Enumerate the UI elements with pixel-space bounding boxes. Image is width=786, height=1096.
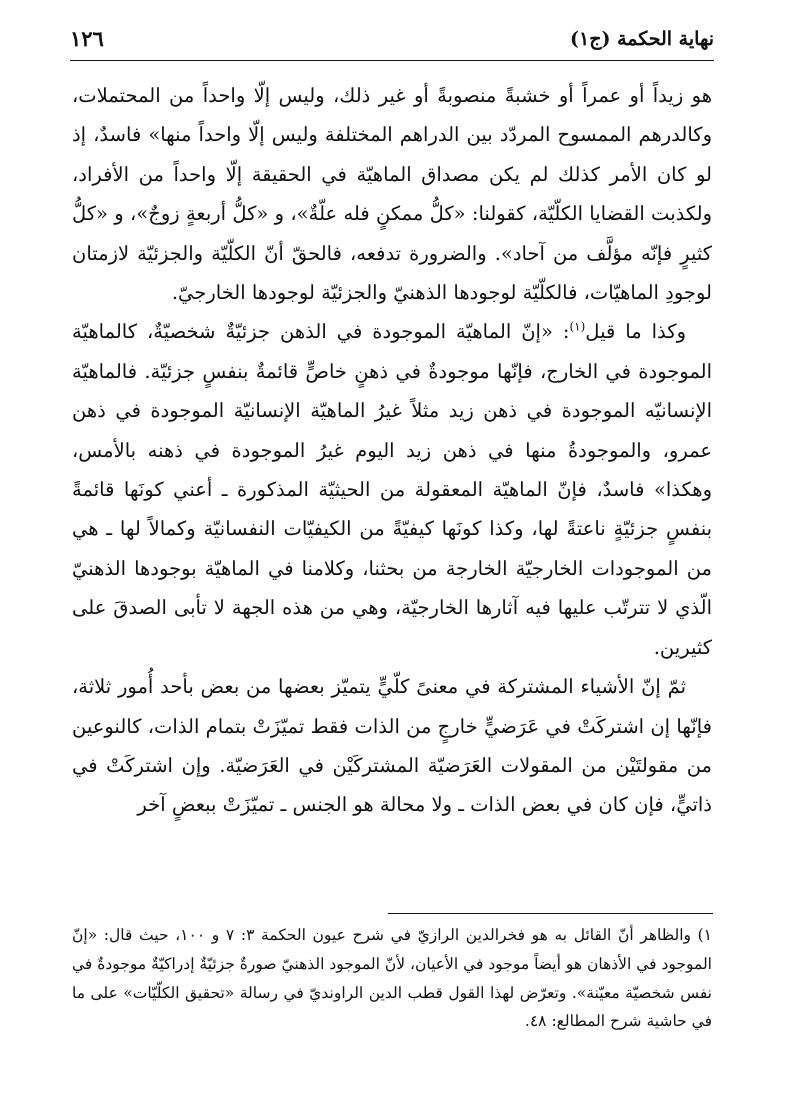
- paragraph-2-body: : «إنّ الماهيّة الموجودة في الذهن جزئيّةٌ شخصيّةٌ، كالماهيّة الموجودة في الخارج، فإنّها موجودةٌ في ذهنٍ خاصٍّ قائمةٌ بنفسٍ جزئيّة. فالماهيّة الإنسانيّه الموجودة في ذهن زيد مثلاً غيرُ الماهيّة الإنسانيّة الموجودة في ذهن عمرو، والموجودةُ منها في ذهن زيد اليوم غيرُ الموجودة في ذهنه بالأمس، وهكذا» فاسدٌ، فإنّ الماهيّة المعقولة من الحيثيّة المذكورة ـ أعني كونَها قائمةً بنفسٍ جزئيّةٍ ناعتةً لها، وكذا كونَها كيفيّةً من الكيفيّات النفسانيّة وكمالاً لها ـ هي من الموجودات الخارجيّة الخارجة من بحثنا، وكلامنا في الماهيّة بوجودها الذهنيّ الّذي لا تترتّب عليها فيه آثارها الخارجيّة، وهي من هذه الجهة لا تأبى الصدقَ على كثيرين.: [72, 320, 712, 659]
- paragraph-2: [72, 312, 712, 667]
- page-number: ١٢٦: [70, 26, 104, 51]
- page-header: [70, 24, 714, 61]
- footnote-divider: [388, 913, 713, 914]
- footnote-reference: (١): [569, 319, 586, 334]
- footnote: ١) والظاهر أنّ القائل به هو فخرالدين الرازيّ في شرح عيون الحكمة ٣: ٧ و ١٠٠، حيث قال: «إنّ الموجود في الأذهان هو أيضاً موجود في الأعيان، لأنّ الموجود الذهنيّ صورةٌ جزئيّةٌ إدراكيّةٌ موجودةٌ في نفس شخصيّة معيّنة». وتعرّض لهذا القول قطب الدين الراونديّ في رسالة «تحقيق الكلّيّات» على ما في حاشية شرح المطالع: ٤٨.: [72, 926, 712, 1031]
- running-title: نهاية الحكمة (ج١): [569, 28, 714, 50]
- paragraph-3: ثمّ إنّ الأشياء المشتركة في معنىً كلّيٍّ يتميّز بعضها من بعض بأحد أُمور ثلاثة، فإنّها إن اشتركَتْ في عَرَضيٍّ خارجٍ من الذات فقط تميّزَتْ بتمام الذات، كالنوعين من مقولتَيْن من المقولات العَرَضيّة المشتركَيْن في العَرَضيّة. وإن اشتركَتْ في ذاتيٍّ، فإن كان في بعض الذات ـ ولا محالة هو الجنس ـ تميّزَتْ ببعضٍ آخر: [72, 675, 712, 817]
- paragraph-2-lead: وكذا ما قيل: [585, 320, 686, 344]
- body-text: [72, 76, 712, 825]
- paragraph-1: هو زيداً أو عمراً أو خشبةً منصوبةً أو غير ذلك، وليس إلّا واحداً من المحتملات، وكالدرهم الممسوح المردّد بين الدراهم المختلفة وليس إلّا واحداً منها» فاسدٌ، إذ لو كان الأمر كذلك لم يكن مصداق الماهيّة في الحقيقة إلّا واحداً من الأفراد، ولكذبت القضايا الكلّيّة، كقولنا: «كلُّ ممكنٍ فله علّةٌ»، و «كلُّ أربعةٍ زوجٌ»، و «كلُّ كثيرٍ فإنّه مؤلَّف من آحاد». والضرورة تدفعه، فالحقّ أنّ الكلّيّة والجزئيّة لازمتان لوجودِ الماهيّات، فالكلّيّة لوجودها الذهنيّ والجزئيّة لوجودها الخارجيّ.: [72, 84, 712, 305]
